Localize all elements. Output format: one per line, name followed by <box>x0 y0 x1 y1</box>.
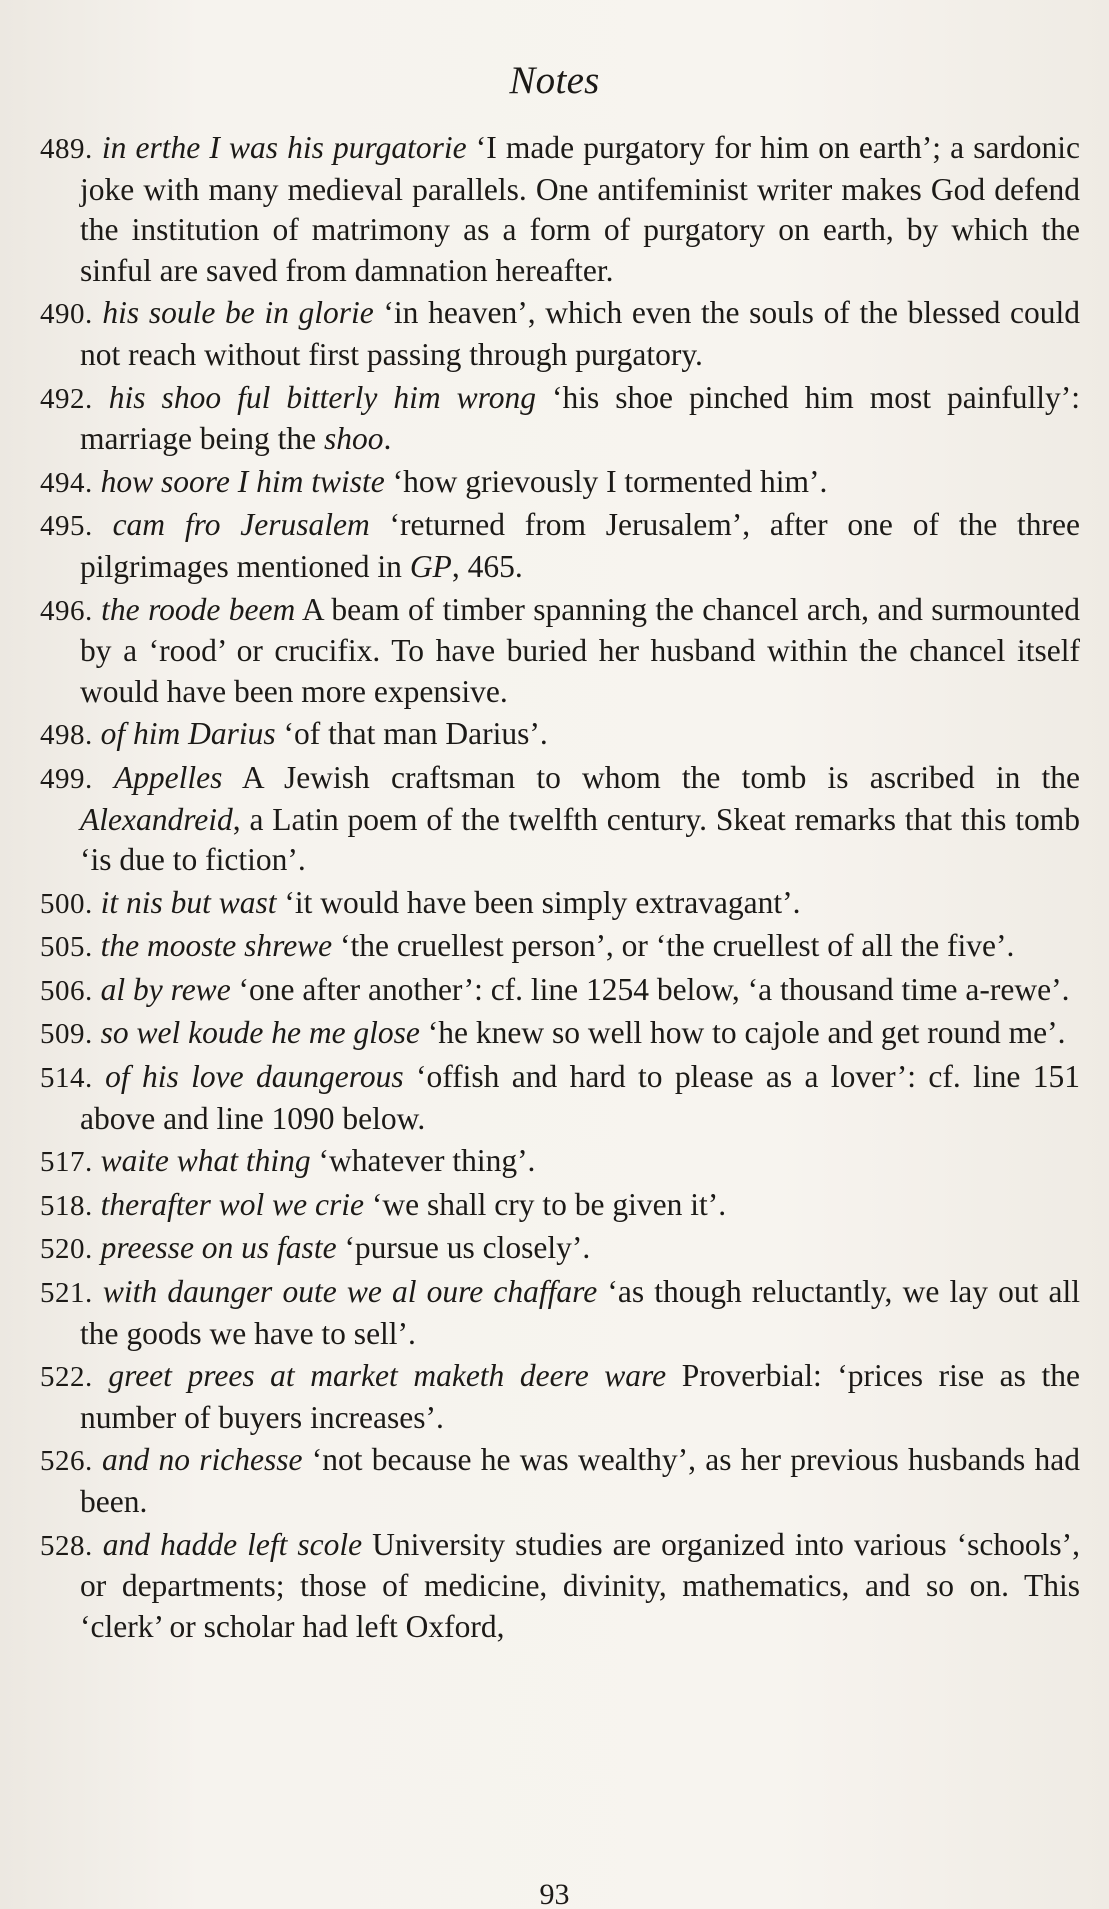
lemma: his soule be in glorie <box>102 295 374 331</box>
lemma: greet prees at market maketh deere ware <box>108 1358 667 1394</box>
line-number: 495. <box>40 510 93 543</box>
lemma: of his love daungerous <box>105 1059 404 1095</box>
lemma: of him Darius <box>100 716 276 752</box>
lemma: how soore I him twiste <box>100 463 385 499</box>
lemma: with daunger oute we al oure chaffare <box>102 1274 598 1310</box>
lemma: al by rewe <box>100 971 231 1007</box>
line-number: 521. <box>40 1277 93 1310</box>
note-entry <box>40 1228 1080 1270</box>
note-entry <box>40 1525 1080 1648</box>
note-entry <box>40 462 1080 504</box>
lemma: the roode beem <box>101 591 296 627</box>
notes-list <box>40 128 1080 1649</box>
lemma: cam fro Jerusalem <box>112 507 370 543</box>
line-number: 492. <box>40 382 93 415</box>
lemma: so wel koude he me glose <box>100 1015 420 1051</box>
gloss: ‘I made purgatory for him on earth’; a sardonic joke with many medieval parallels. One antifeminist writer makes God defend the institution of matrimony as a form of purgatory on earth, by which the sinful are saved from damnation hereafter. <box>80 130 1081 288</box>
gloss: ‘of that man Darius’. <box>275 716 548 752</box>
gloss: A beam of timber spanning the chancel arch, and surmounted by a ‘rood’ or crucifix. To have buried her husband within the chancel itself would have been more expensive. <box>80 591 1081 709</box>
gloss: ‘as though reluctantly, we lay out all the goods we have to sell’. <box>80 1274 1080 1351</box>
note-entry <box>40 926 1080 968</box>
lemma: waite what thing <box>100 1143 311 1179</box>
note-entry <box>40 1141 1080 1183</box>
note-entry <box>40 590 1080 713</box>
gloss: ‘offish and hard to please as a lover’: cf. line 151 above and line 1090 below. <box>80 1059 1081 1136</box>
note-entry <box>40 1185 1080 1227</box>
note-entry <box>40 1272 1080 1354</box>
note-entry <box>40 1440 1080 1522</box>
page-number: 93 <box>539 1878 570 1909</box>
gloss: ‘not because he was wealthy’, as her previous husbands had been. <box>80 1442 1080 1519</box>
gloss: ‘it would have been simply extravagant’. <box>276 884 801 920</box>
gloss: ‘pursue us closely’. <box>336 1230 591 1266</box>
line-number: 499. <box>40 762 93 795</box>
note-entry <box>40 1356 1080 1438</box>
line-number: 500. <box>40 887 93 920</box>
gloss: ‘returned from Jerusalem’, after one of the three pilgrimages mentioned in GP, 465. <box>80 507 1080 584</box>
line-number: 526. <box>40 1445 93 1478</box>
gloss: ‘his shoe pinched him most painfully’: marriage being the shoo. <box>80 379 1081 457</box>
lemma: and no richesse <box>102 1442 303 1478</box>
lemma: in erthe I was his purgatorie <box>101 130 467 165</box>
line-number: 518. <box>40 1189 93 1222</box>
gloss: ‘one after another’: cf. line 1254 below, ‘a thousand time a-rewe’. <box>230 971 1070 1007</box>
gloss: A Jewish craftsman to whom the tomb is ascribed in the Alexandreid, a Latin poem of the twelfth century. Skeat remarks that this tomb ‘is due to fiction’. <box>80 759 1081 878</box>
note-entry <box>40 883 1080 925</box>
note-entry <box>40 128 1080 291</box>
note-entry <box>40 970 1080 1012</box>
gloss: Proverbial: ‘prices rise as the number of buyers increases’. <box>80 1358 1080 1435</box>
running-header: Notes <box>509 59 600 102</box>
gloss: ‘he knew so well how to cajole and get round me’. <box>419 1015 1066 1051</box>
line-number: 520. <box>40 1233 93 1266</box>
note-entry <box>40 293 1080 375</box>
note-entry <box>40 714 1080 756</box>
line-number: 494. <box>40 466 93 499</box>
line-number: 522. <box>40 1361 93 1394</box>
note-entry <box>40 505 1080 587</box>
gloss: ‘we shall cry to be given it’. <box>363 1186 727 1222</box>
note-entry <box>40 1057 1080 1139</box>
gloss: ‘how grievously I tormented him’. <box>384 463 828 499</box>
note-entry <box>40 378 1080 460</box>
line-number: 509. <box>40 1018 93 1051</box>
gloss: ‘whatever thing’. <box>310 1143 536 1179</box>
line-number: 506. <box>40 974 93 1007</box>
lemma: Appelles <box>113 759 223 795</box>
line-number: 505. <box>40 931 93 964</box>
note-entry <box>40 758 1080 881</box>
lemma: preesse on us faste <box>100 1230 337 1266</box>
gloss: ‘in heaven’, which even the souls of the blessed could not reach without first passing through purgatory. <box>80 295 1080 372</box>
line-number: 517. <box>40 1146 93 1179</box>
line-number: 528. <box>40 1529 93 1562</box>
line-number: 496. <box>40 594 93 627</box>
line-number: 490. <box>40 298 93 331</box>
lemma: it nis but wast <box>100 884 277 920</box>
line-number: 498. <box>40 719 93 752</box>
gloss: University studies are organized into various ‘schools’, or departments; those of medicine, divinity, mathematics, and so on. This ‘clerk’ or scholar had left Oxford, <box>80 1526 1080 1644</box>
line-number: 489. <box>40 133 93 165</box>
line-number: 514. <box>40 1062 93 1095</box>
gloss: ‘the cruellest person’, or ‘the cruellest of all the five’. <box>332 928 1015 964</box>
lemma: therafter wol we crie <box>100 1186 364 1222</box>
note-entry <box>40 1013 1080 1055</box>
lemma: the mooste shrewe <box>100 928 333 964</box>
lemma: and hadde left scole <box>102 1526 363 1562</box>
lemma: his shoo ful bitterly him wrong <box>108 379 536 415</box>
